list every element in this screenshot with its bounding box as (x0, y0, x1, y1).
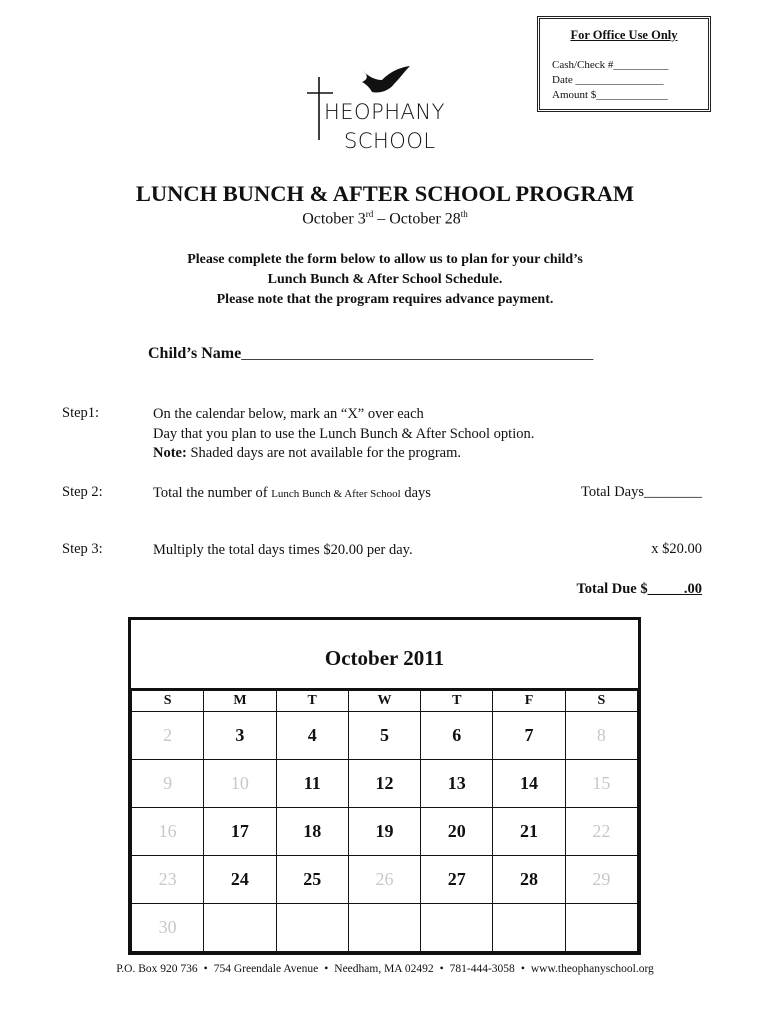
calendar-day-unavailable: 8 (565, 712, 637, 760)
calendar-day[interactable]: 20 (421, 808, 493, 856)
amount-field: Amount $_____________ (552, 89, 668, 101)
calendar-day[interactable]: 3 (204, 712, 276, 760)
calendar-empty-cell (493, 904, 565, 952)
program-dates: October 3rd – October 28th (302, 209, 468, 228)
logo-word-theophany: HEOPHANY (324, 100, 445, 124)
page-title: LUNCH BUNCH & AFTER SCHOOL PROGRAM (135, 181, 635, 206)
calendar-day-unavailable: 29 (565, 856, 637, 904)
calendar-day[interactable]: 7 (493, 712, 565, 760)
calendar-day-unavailable: 10 (204, 760, 276, 808)
website-link[interactable]: www.theophanyschool.org (530, 963, 654, 975)
calendar-week-row (132, 856, 638, 904)
child-name-blank[interactable]: ____________________________________________ (241, 345, 594, 362)
step2-label: Step 2: (62, 484, 103, 500)
calendar-day-unavailable: 9 (132, 760, 204, 808)
step3-label: Step 3: (62, 541, 103, 557)
calendar-empty-cell (276, 904, 348, 952)
calendar-week-row (132, 904, 638, 952)
calendar-day[interactable]: 24 (204, 856, 276, 904)
calendar-day[interactable]: 25 (276, 856, 348, 904)
calendar-week-row (132, 808, 638, 856)
calendar-day-unavailable: 15 (565, 760, 637, 808)
total-days-field[interactable]: Total Days________ (580, 484, 702, 500)
calendar-empty-cell (421, 904, 493, 952)
weekday-header: S (565, 690, 637, 712)
calendar-day[interactable]: 19 (348, 808, 420, 856)
calendar-grid (131, 688, 638, 952)
date-field: Date ________________ (552, 74, 664, 86)
calendar-day[interactable]: 28 (493, 856, 565, 904)
instructions: Please complete the form below to allow us to plan for your child’s Lunch Bunch & After School Schedule. Please note that the program requires advance payment. (187, 252, 583, 307)
school-logo (300, 62, 460, 162)
calendar-day-unavailable: 23 (132, 856, 204, 904)
calendar-month-title: October 2011 (324, 646, 445, 670)
weekday-header: W (348, 690, 420, 712)
step2-text: Total the number of Lunch Bunch & After School days (153, 485, 431, 501)
calendar-day-unavailable: 16 (132, 808, 204, 856)
calendar-day[interactable]: 13 (421, 760, 493, 808)
footer: P.O. Box 920 736 • 754 Greendale Avenue • Needham, MA 02492 • 781-444-3058 • www.theophanyschool.org (116, 963, 654, 975)
calendar-day-unavailable: 2 (132, 712, 204, 760)
calendar-day[interactable]: 21 (493, 808, 565, 856)
step1-label: Step1: (62, 405, 100, 421)
calendar-day[interactable]: 14 (493, 760, 565, 808)
calendar-day-unavailable: 26 (348, 856, 420, 904)
step3-text: Multiply the total days times $20.00 per day. (153, 542, 413, 558)
calendar-day[interactable]: 5 (348, 712, 420, 760)
calendar-day-unavailable: 30 (132, 904, 204, 952)
weekday-header: F (493, 690, 565, 712)
calendar-day[interactable]: 12 (348, 760, 420, 808)
calendar-empty-cell (204, 904, 276, 952)
step1-text: On the calendar below, mark an “X” over each Day that you plan to use the Lunch Bunch & After School option. Note: Shaded days are not available for the program. (153, 406, 535, 461)
weekday-header: T (276, 690, 348, 712)
calendar-day[interactable]: 11 (276, 760, 348, 808)
calendar-empty-cell (565, 904, 637, 952)
child-name-label: Child’s Name (148, 345, 242, 362)
calendar-day[interactable]: 4 (276, 712, 348, 760)
child-name-field[interactable] (148, 345, 593, 363)
calendar-week-row (132, 712, 638, 760)
calendar-day-unavailable: 22 (565, 808, 637, 856)
office-use-box (537, 16, 711, 112)
calendar-week-row (132, 760, 638, 808)
calendar-day[interactable]: 6 (421, 712, 493, 760)
weekday-header: T (421, 690, 493, 712)
weekday-header: M (204, 690, 276, 712)
rate-per-day: x $20.00 (651, 541, 702, 557)
weekday-header: S (132, 690, 204, 712)
calendar-empty-cell (348, 904, 420, 952)
weekday-header-row (132, 690, 638, 712)
total-due-field[interactable]: Total Due $_____.00 (576, 581, 702, 597)
october-calendar (128, 617, 641, 955)
calendar-day[interactable]: 17 (204, 808, 276, 856)
calendar-day[interactable]: 18 (276, 808, 348, 856)
cash-check-field: Cash/Check #__________ (552, 59, 669, 71)
office-use-title: For Office Use Only (570, 28, 678, 42)
calendar-day[interactable]: 27 (421, 856, 493, 904)
logo-word-school: SCHOOL (344, 129, 436, 153)
